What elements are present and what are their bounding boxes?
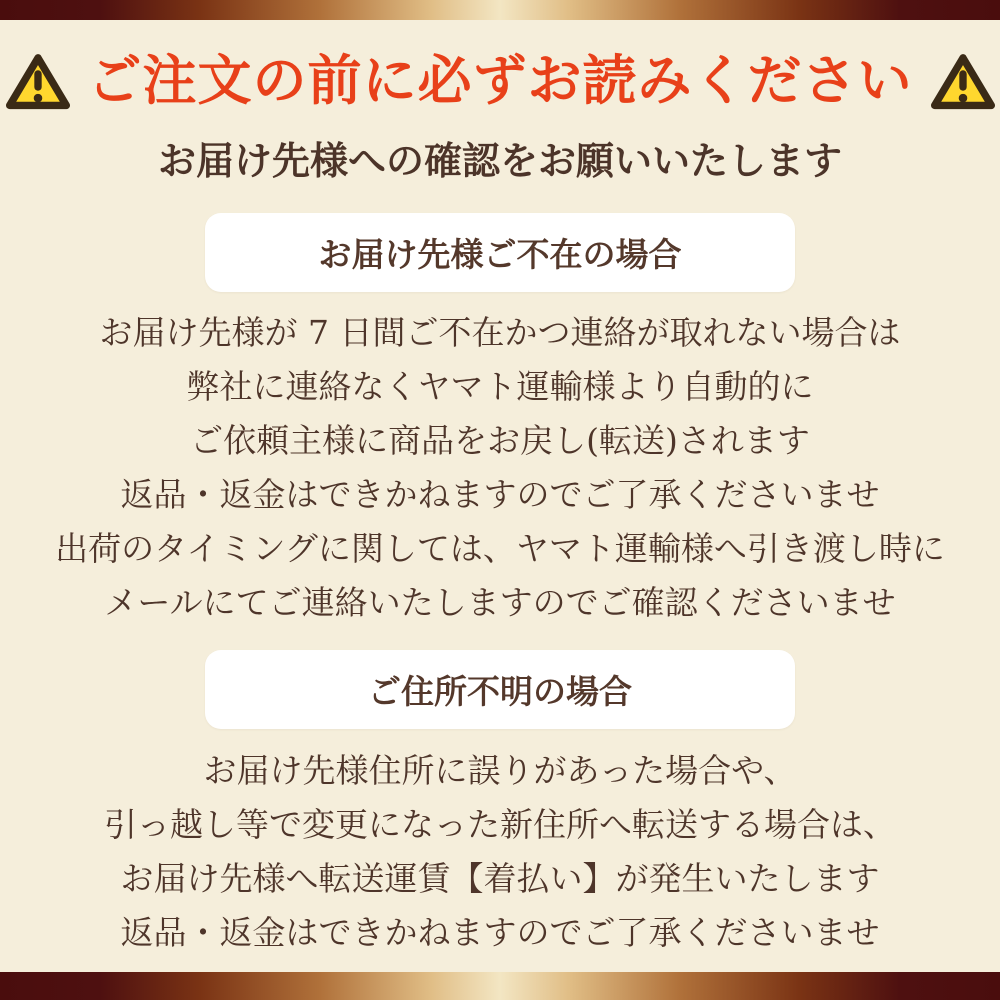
body-line: 返品・返金はできかねますのでご了承くださいませ [120, 913, 880, 952]
section-heading: ご住所不明の場合 [368, 672, 632, 711]
warning-triangle-icon [4, 51, 72, 110]
section-heading-box-absence [205, 213, 795, 292]
warning-triangle-icon [929, 51, 997, 110]
body-line: ご依頼主様に商品をお戻し(転送)されます [190, 421, 810, 460]
section-body-unknown-address [0, 744, 1000, 960]
body-line: 出荷のタイミングに関しては、ヤマト運輸様へ引き渡し時に [55, 529, 945, 568]
body-line: 引っ越し等で変更になった新住所へ転送する場合は、 [104, 805, 896, 844]
body-line: お届け先様住所に誤りがあった場合や、 [203, 751, 797, 790]
section-heading-box-unknown-address [205, 650, 795, 729]
page-subtitle: お届け先様への確認をお願いいたします [157, 138, 842, 183]
body-line: メールにてご連絡いたしますのでご確認くださいませ [104, 583, 896, 622]
body-line: 弊社に連絡なくヤマト運輸様より自動的に [186, 367, 814, 406]
section-heading: お届け先様ご不在の場合 [318, 235, 682, 274]
title-row [0, 45, 1000, 115]
page-title: ご注文の前に必ずお読みください [87, 48, 913, 112]
bottom-border-bar [0, 972, 1000, 1000]
body-line: お届け先様が 7 日間ご不在かつ連絡が取れない場合は [99, 313, 901, 352]
body-line: お届け先様へ転送運賃【着払い】が発生いたします [120, 859, 880, 898]
notice-content [0, 45, 1000, 960]
body-line: 返品・返金はできかねますのでご了承くださいませ [120, 475, 880, 514]
section-body-absence [0, 306, 1000, 630]
top-border-bar [0, 0, 1000, 20]
